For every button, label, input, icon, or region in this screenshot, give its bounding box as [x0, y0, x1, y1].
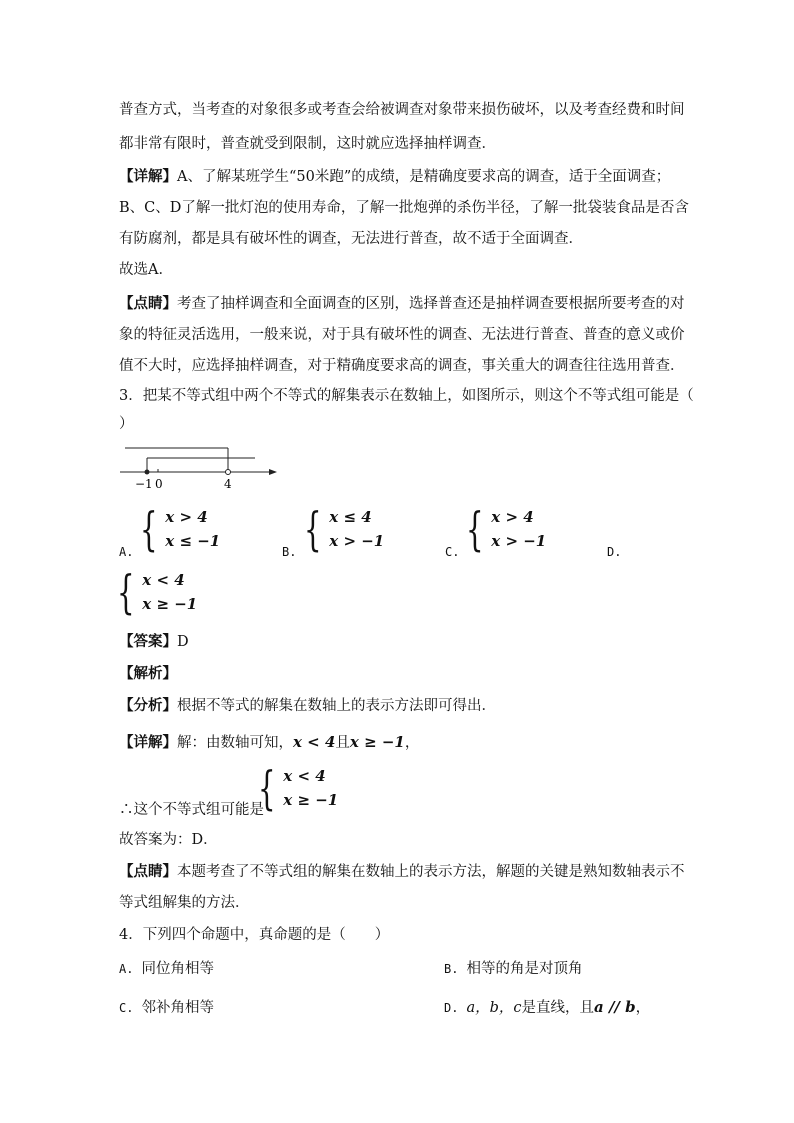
option-a-system [140, 502, 221, 556]
option-a-row1: x > 4 [165, 508, 208, 526]
math-parallel: a // b [594, 998, 636, 1016]
text-line: 普查方式，当考查的对象很多或考查会给被调查对象带来损伤破坏，以及考查经费和时间 [119, 102, 685, 118]
system-row1: x < 4 [283, 767, 326, 785]
choice-label: D. [444, 1001, 459, 1015]
text: 解：由数轴可知， [177, 735, 293, 751]
tag-label: 【点睛】 [119, 863, 177, 880]
option-c-system [466, 502, 547, 556]
option-b-row1: x ≤ 4 [329, 508, 372, 526]
final-answer-line: 故答案为：D． [119, 832, 218, 848]
text-line: 象的特征灵活选用，一般来说，对于具有破坏性的调查、无法进行普查、普查的意义或价 [119, 327, 685, 343]
brace-icon: { [304, 502, 322, 556]
question-4-stem: 4．下列四个命题中，真命题的是（ ） [119, 927, 390, 943]
number-line-figure [115, 440, 285, 492]
text: 且 [335, 735, 350, 751]
text-line: 故选A． [119, 262, 173, 278]
choice-text: 邻补角相等 [141, 1000, 214, 1016]
math-cond2: x ≥ −1 [349, 733, 405, 751]
choice-text: 相等的角是对顶角 [466, 961, 583, 977]
text: 考查了抽样调查和全面调查的区别，选择普查还是抽样调查要根据所要考查的对 [177, 296, 685, 312]
choice-text: ， [635, 1000, 651, 1016]
tag-label: 【详解】 [119, 168, 177, 185]
option-b-label: B. [282, 545, 297, 559]
option-d-row2: x ≥ −1 [142, 595, 198, 613]
choice-label: C. [119, 1001, 134, 1015]
conclusion-system [258, 761, 339, 815]
text-line: 值不大时，应选择抽样调查，对于精确度要求高的调查，事关重大的调查往往选用普查． [119, 358, 685, 374]
answer-value: D [177, 634, 189, 650]
tick-label-4: 4 [224, 477, 232, 491]
option-c-label: C. [445, 545, 460, 559]
system-row2: x ≥ −1 [283, 791, 339, 809]
text: A、了解某班学生“50米跑”的成绩，是精确度要求高的调查，适于全面调查； [177, 169, 671, 185]
text-line: B、C、D了解一批灯泡的使用寿命，了解一批炮弹的杀伤半径，了解一批袋装食品是否含 [119, 200, 689, 216]
therefore-text: ∴这个不等式组可能是 [119, 802, 264, 818]
text-line: 等式组解集的方法． [119, 895, 250, 911]
option-c-row1: x > 4 [491, 508, 534, 526]
brace-icon: { [117, 565, 135, 619]
tag-label: 【答案】 [119, 633, 177, 650]
text: 根据不等式的解集在数轴上的表示方法即可得出． [177, 698, 496, 714]
choice-c [119, 996, 214, 1017]
analysis-tag [119, 664, 177, 684]
choice-text: 同位角相等 [141, 961, 214, 977]
axis-arrow [269, 469, 277, 475]
question-3-stem-end: ） [119, 416, 134, 432]
option-c-row2: x > −1 [491, 532, 547, 550]
option-b-row2: x > −1 [329, 532, 385, 550]
closed-point [145, 470, 150, 475]
option-d-row1: x < 4 [142, 571, 185, 589]
text: 本题考查了不等式组的解集在数轴上的表示方法，解题的关键是熟知数轴表示不 [177, 864, 685, 880]
option-b-system [304, 502, 385, 556]
choice-b [444, 957, 582, 978]
option-a-row2: x ≤ −1 [165, 532, 221, 550]
choice-vars: a，b，c [466, 1000, 522, 1016]
math-cond1: x < 4 [293, 733, 336, 751]
brace-icon: { [140, 502, 158, 556]
text-line [119, 294, 685, 314]
open-point [226, 470, 231, 475]
choice-label: B. [444, 962, 459, 976]
text-line: 有防腐剂，都是具有破坏性的调查，无法进行普查，故不适于全面调查． [119, 231, 583, 247]
brace-icon: { [258, 761, 276, 815]
option-a-label: A. [119, 545, 134, 559]
choice-d [444, 996, 650, 1017]
option-d-system [117, 565, 198, 619]
option-d-label: D. [607, 545, 622, 559]
tag-label: 【点睛】 [119, 295, 177, 312]
tag-label: 【解析】 [119, 665, 177, 682]
choice-a [119, 957, 214, 978]
xiangjie-line [119, 732, 419, 753]
tick-label-neg1: −1 [135, 477, 153, 491]
text-line [119, 167, 670, 187]
text-line: 都非常有限时，普查就受到限制，这时就应选择抽样调查． [119, 136, 496, 152]
choice-text: 是直线，且 [521, 1000, 595, 1016]
dianjing-line [119, 862, 685, 882]
question-3-stem: 3．把某不等式组中两个不等式的解集表示在数轴上，如图所示，则这个不等式组可能是（ [119, 388, 694, 404]
tag-label: 【分析】 [119, 697, 177, 714]
tag-label: 【详解】 [119, 734, 177, 751]
choice-label: A. [119, 962, 134, 976]
brace-icon: { [466, 502, 484, 556]
answer-line [119, 632, 189, 652]
text: ， [404, 735, 420, 751]
fenxi-line [119, 696, 496, 716]
tick-label-0: 0 [155, 477, 163, 491]
